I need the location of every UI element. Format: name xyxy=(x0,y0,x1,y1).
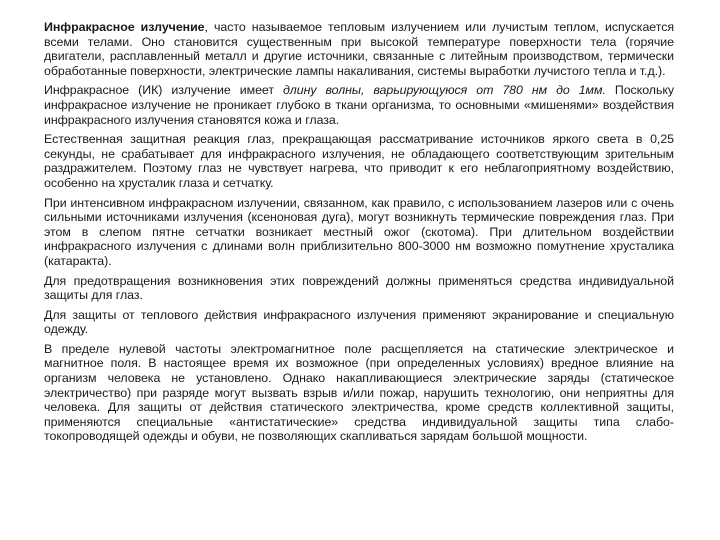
paragraph-infrared-definition xyxy=(44,20,674,78)
paragraph-eye-reaction: Естественная защитная реакция глаз, прекращающая рассматривание источников яркого света в 0,25 секунды, не срабатывает для инфракрасного излучения, не обладающего соответствующим зрительным раздражителем. Поэтому глаз не чувствует нагрева, что приводит к его неблагоприятному воздействию, особенно на хрусталик глаза и сетчатку. xyxy=(44,132,674,190)
document-body xyxy=(44,20,674,449)
paragraph-shielding: Для защиты от теплового действия инфракрасного излучения применяют экранирование и специальную одежду. xyxy=(44,307,674,337)
paragraph-lead: Инфракрасное (ИК) излучение имеет xyxy=(44,83,283,98)
paragraph-wavelength xyxy=(44,83,674,127)
paragraph-static-electricity: В пределе нулевой частоты электромагнитное поле расщепляется на статические электрическое и магнитное поля. В настоящее время их возможное (при определенных условиях) вредное влияние на организм человека не установлено. Однако накапливающиеся электрические заряды (статическое электричество) при разряде могут вызвать взрыв и/или пожар, нарушить технологию, они неприятны для человека. Для защиты от действия статического электричества, кроме средств коллективной защиты, применяются специальные «антистатические» средства индивидуальной защиты типа слаботокопроводящей одежды и обуви, не позволяющих скапливаться зарядам большой мощности. xyxy=(44,341,674,444)
paragraph-thermal-damage: При интенсивном инфракрасном излучении, связанном, как правило, с использованием лазеров или с очень сильными источниками излучения (ксеноновая дуга), могут возникнуть термические повреждения глаз. При этом в слепом пятне сетчатки возникает местный ожог (скотома). При длительном воздействии инфракрасного излучения с длинами волн приблизительно 800-3000 нм возможно помутнение хрусталика (катаракта). xyxy=(44,195,674,268)
wavelength-emphasis: длину волны, варьирующуюся от 780 нм до 1мм. xyxy=(283,83,606,98)
term-infrared-radiation: Инфракрасное излучение xyxy=(44,20,205,34)
paragraph-tail: Поскольку инфракрасное излучение не проникает глубоко в ткани организма, то основными «мишенями» воздействия инфракрасного излучения становятся кожа и глаза. xyxy=(44,83,675,127)
paragraph-text: , часто называемое тепловым излучением или лучистым теплом, испускается всеми телами. Оно становится существенным при высокой температуре поверхности тела (горячие двигатели, расплавленный металл и другие источники, связанные с литейным производством, термически обработанные поверхности, электрические лампы накаливания, системы выработки лучистого тепла и т.д.). xyxy=(44,20,675,78)
paragraph-eye-protection: Для предотвращения возникновения этих повреждений должны применяться средства индивидуальной защиты для глаз. xyxy=(44,273,674,303)
